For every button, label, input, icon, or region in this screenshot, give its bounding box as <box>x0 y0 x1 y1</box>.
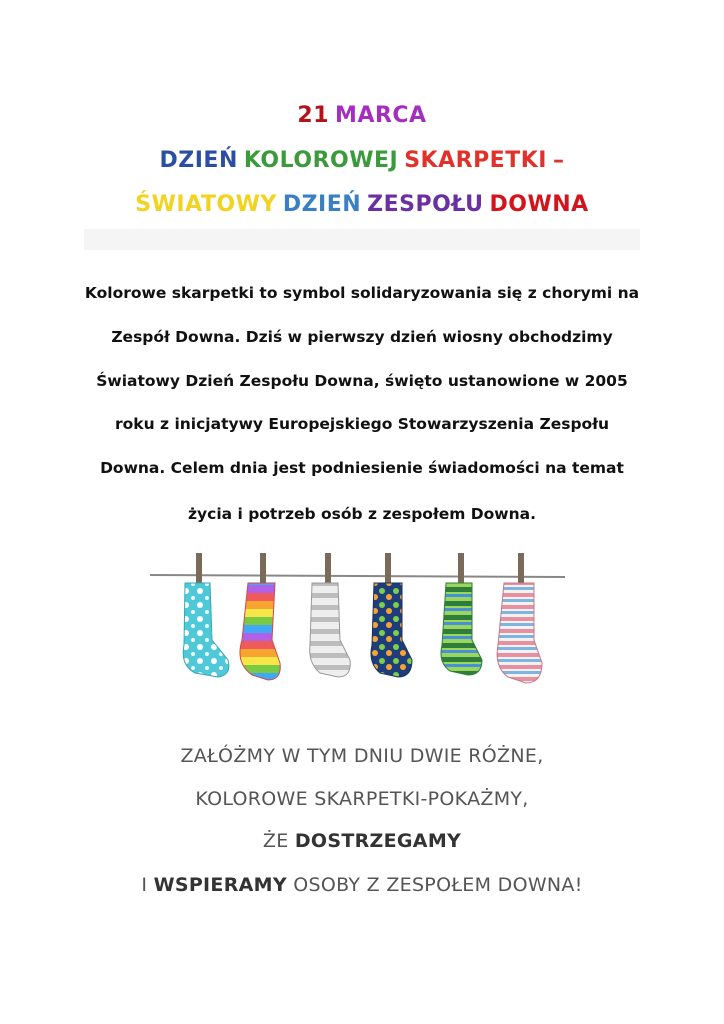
quote-line <box>0 830 724 852</box>
quote-line: ZAŁÓŻMY W TYM DNIU DWIE RÓŻNE, <box>180 745 544 767</box>
title-word: KOLOROWEJ <box>243 148 399 173</box>
title-main <box>0 148 724 173</box>
paragraph-line: Zespół Downa. Dziś w pierwszy dzień wiosny obchodzimy <box>111 328 613 346</box>
title-word: MARCA <box>335 103 427 128</box>
sock-pink-blue-striped <box>497 553 542 683</box>
quote-emphasis: DOSTRZEGAMY <box>294 830 462 852</box>
quote-text: ŻE <box>262 830 295 852</box>
quote-emphasis: WSPIERAMY <box>153 874 287 896</box>
paragraph-line: Downa. Celem dnia jest podniesienie świadomości na temat <box>100 459 624 477</box>
quote-line <box>0 874 724 896</box>
sock-turquoise-dotted <box>183 553 229 677</box>
paragraph-line: Światowy Dzień Zespołu Downa, święto ustanowione w 2005 <box>96 372 628 390</box>
title-word: ŚWIATOWY <box>135 192 277 217</box>
paragraph-line: roku z inicjatywy Europejskiego Stowarzyszenia Zespołu <box>115 415 609 433</box>
title-word: ZESPOŁU <box>367 192 484 217</box>
sock-green-striped <box>441 553 482 675</box>
sock-grey-white-striped <box>310 553 351 677</box>
socks-illustration <box>140 545 580 705</box>
title-date <box>0 103 724 128</box>
sock-navy-dotted <box>371 553 412 677</box>
clothesline <box>150 575 565 577</box>
paragraph-line: Kolorowe skarpetki to symbol solidaryzowania się z chorymi na <box>84 284 640 302</box>
quote-text: OSOBY Z ZESPOŁEM DOWNA! <box>286 874 583 896</box>
title-subtitle <box>0 192 724 217</box>
title-word: DOWNA <box>489 192 589 217</box>
title-word: DZIEŃ <box>282 192 362 217</box>
quote-text: I <box>141 874 154 896</box>
title-word: SKARPETKI <box>404 148 547 173</box>
sock-rainbow-striped <box>240 553 280 680</box>
divider-band <box>84 229 640 250</box>
title-word: – <box>552 148 565 173</box>
quote-line: KOLOROWE SKARPETKI-POKAŻMY, <box>195 788 529 810</box>
title-word: DZIEŃ <box>159 148 238 173</box>
paragraph-line: życia i potrzeb osób z zespołem Downa. <box>188 505 536 523</box>
title-word: 21 <box>297 103 330 128</box>
